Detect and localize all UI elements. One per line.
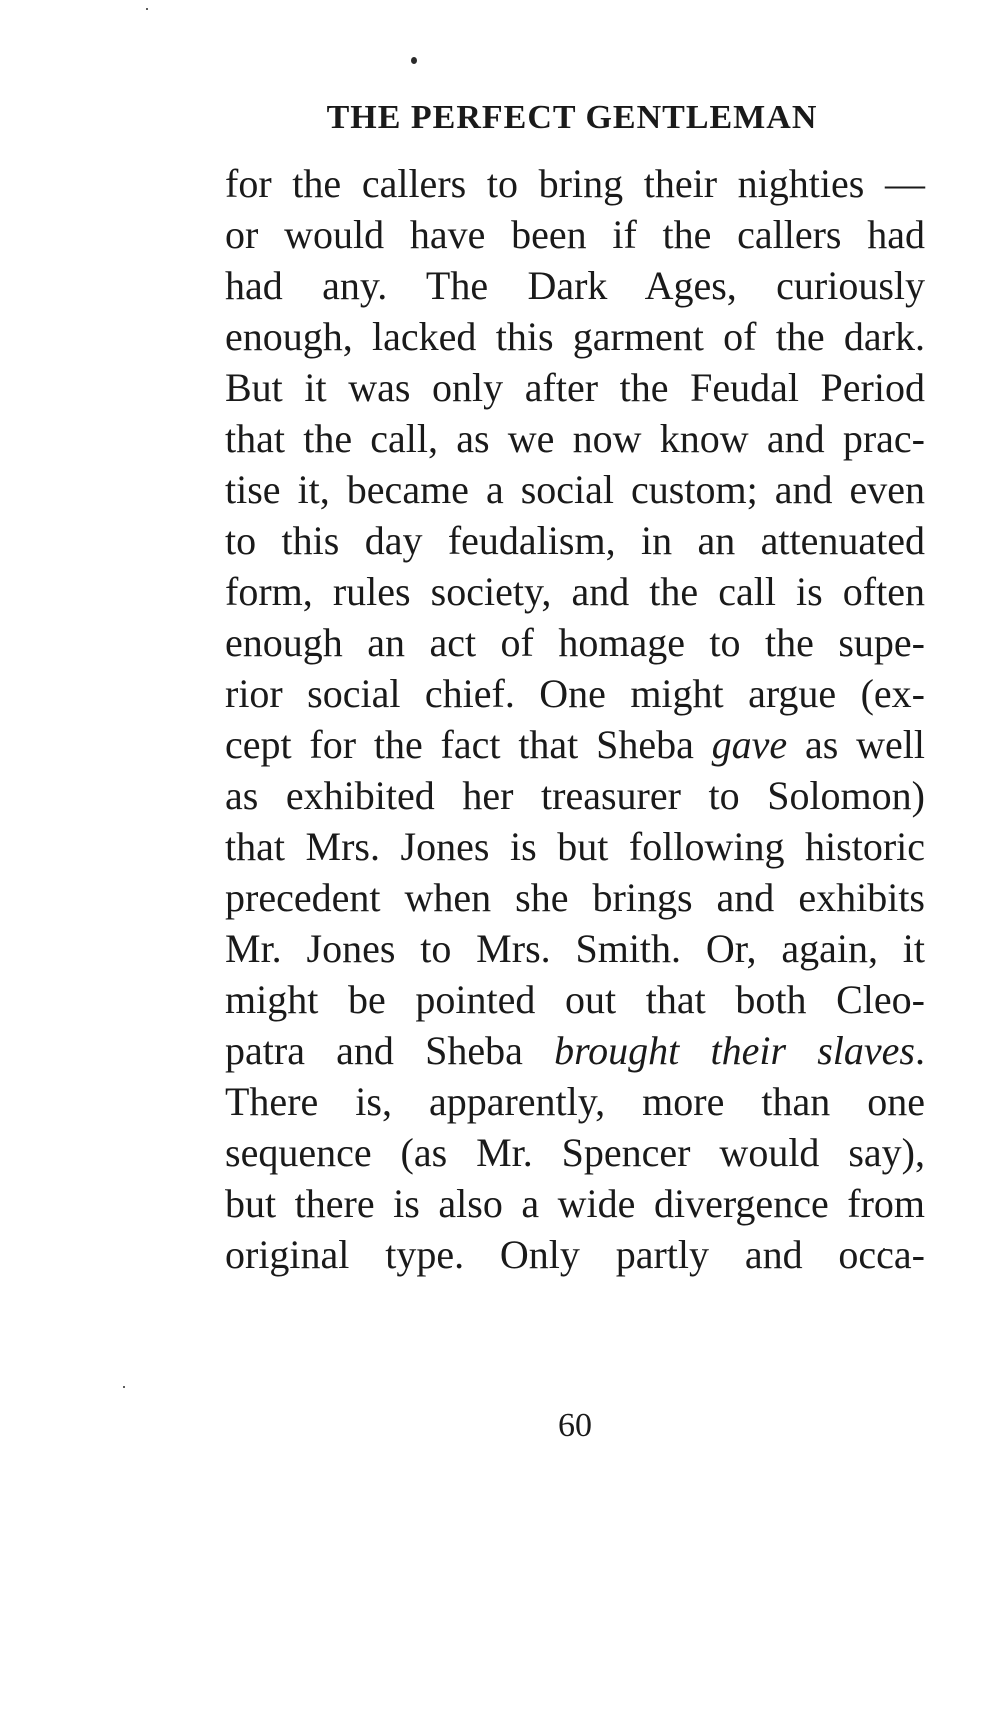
text-span: But it was only after the Feudal Period: [225, 365, 925, 410]
text-line: [225, 158, 925, 209]
text-span: Mr. Jones to Mrs. Smith. Or, again, it: [225, 926, 925, 971]
text-line: [225, 1178, 925, 1229]
text-line: [225, 923, 925, 974]
text-line: [225, 413, 925, 464]
scan-speck: [411, 57, 417, 64]
text-line: [225, 566, 925, 617]
text-line: [225, 1025, 925, 1076]
text-span: for the callers to bring their nighties —: [225, 161, 925, 206]
text-span: had any. The Dark Ages, curiously: [225, 263, 925, 308]
text-line: [225, 668, 925, 719]
text-span: .: [915, 1028, 925, 1073]
text-span: precedent when she brings and exhibits: [225, 875, 925, 920]
text-span: enough, lacked this garment of the dark.: [225, 314, 925, 359]
text-span: sequence (as Mr. Spencer would say),: [225, 1130, 925, 1175]
text-line: [225, 464, 925, 515]
text-line: [225, 1229, 925, 1280]
italic-span: brought their slaves: [554, 1028, 915, 1073]
text-line: [225, 821, 925, 872]
text-span: cept for the fact that Sheba: [225, 722, 712, 767]
scan-speck: [146, 8, 148, 10]
text-span: that Mrs. Jones is but following historic: [225, 824, 925, 869]
text-line: [225, 1127, 925, 1178]
body-text: [225, 158, 925, 1280]
text-span: to this day feudalism, in an attenuated: [225, 518, 925, 563]
text-span: tise it, became a social custom; and even: [225, 467, 925, 512]
text-line: [225, 311, 925, 362]
text-line: [225, 617, 925, 668]
text-span: or would have been if the callers had: [225, 212, 925, 257]
text-span: might be pointed out that both Cleo-: [225, 977, 925, 1022]
text-line: [225, 872, 925, 923]
text-line: [225, 770, 925, 821]
text-line: [225, 515, 925, 566]
text-span: but there is also a wide divergence from: [225, 1181, 925, 1226]
text-line: [225, 362, 925, 413]
scan-speck: [123, 1386, 125, 1388]
text-line: [225, 260, 925, 311]
running-head: THE PERFECT GENTLEMAN: [326, 99, 818, 136]
text-span: original type. Only partly and occa-: [225, 1232, 925, 1277]
text-span: as exhibited her treasurer to Solomon): [225, 773, 925, 818]
text-span: patra and Sheba: [225, 1028, 555, 1073]
text-span: form, rules society, and the call is often: [225, 569, 925, 614]
text-line: [225, 1076, 925, 1127]
text-span: as well: [787, 722, 925, 767]
text-line: [225, 209, 925, 260]
text-span: rior social chief. One might argue (ex-: [225, 671, 925, 716]
text-span: that the call, as we now know and prac-: [225, 416, 925, 461]
text-line: [225, 719, 925, 770]
page-number: 60: [558, 1407, 592, 1444]
text-line: [225, 974, 925, 1025]
text-span: There is, apparently, more than one: [225, 1079, 925, 1124]
text-span: enough an act of homage to the supe-: [225, 620, 925, 665]
italic-span: gave: [711, 722, 788, 767]
